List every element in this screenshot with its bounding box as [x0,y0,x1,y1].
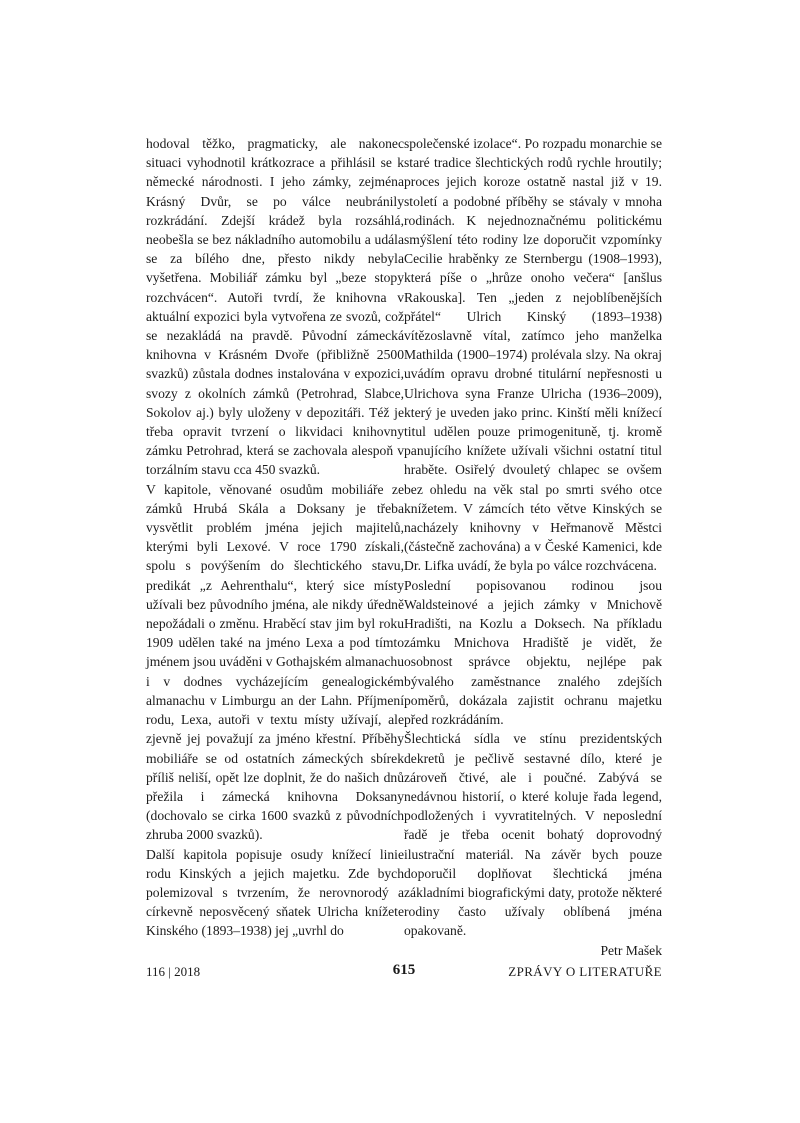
journal-title: ZPRÁVY O LITERATUŘE [508,964,662,979]
right-column [404,134,662,960]
page-number: 615 [392,962,416,978]
paragraph: Další kapitola popisuje osudy knížecí linie rodu Kinských a jejich majetku. Zde bych polemizoval s tvrzením, že nerovnorodý a církevně neposvěcený sňatek Ulricha knížete Kinského (1893–1938) jej „uvrhl do [146,846,404,939]
paragraph: společenské izolace“. Po rozpadu monarchie se staré tradice šlechtických rodů rychle hroutily; proces jejich koroze ostatně nastal již v 19. století a podobné příběhy se stávaly v mnoha rodinách. K nejednoznačnému politickému smýšlení této rodiny lze doporučit vzpomínky Cecilie hraběnky ze Sternbergu (1908–1993), která píše o „hrůze onoho večera“ [anšlus Rakouska]. Ten „jeden z nejoblíbenějších přátel“ Ulrich Kinský (1893–1938) vítězoslavně vítal, zatímco jeho manželka Mathilda (1900–1974) prolévala slzy. Na okraj uvádím opravu drobné titulární nepřesnosti u Ulrichova syna Franze Ulricha (1936–2009), který je uveden jako princ. Kinští měli knížecí titul udělen pouze primogenituně, tj. kromě panujícího knížete užívali všichni ostatní titul hraběte. Osiřelý dvouletý chlapec se ovšem bez ohledu na věk stal po smrti svého otce knížetem. V zámcích této větve Kinských se nacházely knihovny v Heřmanově Městci (částečně zachována) a v České Kamenici, kde Dr. Lifka uvádí, že byla po válce rozchvácena. [404,136,662,574]
left-column [146,134,404,941]
paragraph: Šlechtická sídla ve stínu prezidentských dekretů je pečlivě sestavné dílo, které je zároveň čtivé, ale i poučné. Zabývá se nedávnou historií, o které koluje řada legend, podložených i vyvratitelných. V neposlední řadě je třeba ocenit bohatý doprovodný ilustrační materiál. Na závěr bych pouze doporučil doplňovat šlechtická jména základními biografickými daty, protože některé rodiny často užívaly oblíbená jména opakovaně. [404,731,662,939]
page-footer [146,962,662,984]
paragraph: V kapitole, věnované osudům mobiliáře ze zámků Hrubá Skála a Doksany je třeba vysvětlit problém jména jejich majitelů, kterými byli Lexové. V roce 1790 získali, spolu s povýšením do šlechtického stavu, predikát „z Aehrenthalu“, který sice místy užívali bez původního jména, ale nikdy úředně nepožádali o změnu. Hraběcí stav jim byl roku 1909 udělen také na jméno Lexa a pod tímto jménem jsou uváděni v Gothajském almanachu i v dodnes vycházejícím genealogickém almanachu v Limburgu an der Lahn. Příjmení rodu, Lexa, autoři v textu místy užívají, ale zjevně jej považují za jméno křestní. Příběhy mobiliáře se od ostatních zámeckých sbírek příliš neliší, opět lze doplnit, že do našich dnů přežila i zámecká knihovna Doksany (dochovalo se cirka 1600 svazků z původních zhruba 2000 svazků). [146,481,404,843]
paragraph: Poslední popisovanou rodinou jsou Waldsteinové a jejich zámky v Mnichově Hradišti, na Kozlu a Doksech. Na příkladu zámku Mnichova Hradiště je vidět, že osobnost správce objektu, nejlépe pak bývalého zaměstnance znalého zdejších poměrů, dokázala zajistit ochranu majetku před rozkrádáním. [404,577,662,728]
author-signature: Petr Mašek [600,942,662,958]
paragraph: hodoval těžko, pragmaticky, ale nakonec situaci vyhodnotil krátkozrace a přihlásil se k německé národnosti. I jeho zámky, zejména Krásný Dvůr, se po válce neubránily rozkrádání. Zdejší krádež byla rozsáhlá, neobešla se bez nákladního automobilu a udála se za bílého dne, přesto nikdy nebyla vyšetřena. Mobiliář zámku byl „beze stopy rozchvácen“. Autoři tvrdí, že knihovna v aktuální expozici byla vytvořena ze svozů, což se nezakládá na pravdě. Původní zámecká knihovna v Krásném Dvoře (přibližně 2500 svazků) zůstala dodnes instalována v expozici, svozy z okolních zámků (Petrohrad, Slabce, Sokolov aj.) byly uloženy v depozitáři. Též je třeba opravit tvrzení o likvidaci knihovny zámku Petrohrad, která se zachovala alespoň v torzálním stavu cca 450 svazků. [146,136,404,478]
issue-label: 116 | 2018 [146,964,201,979]
